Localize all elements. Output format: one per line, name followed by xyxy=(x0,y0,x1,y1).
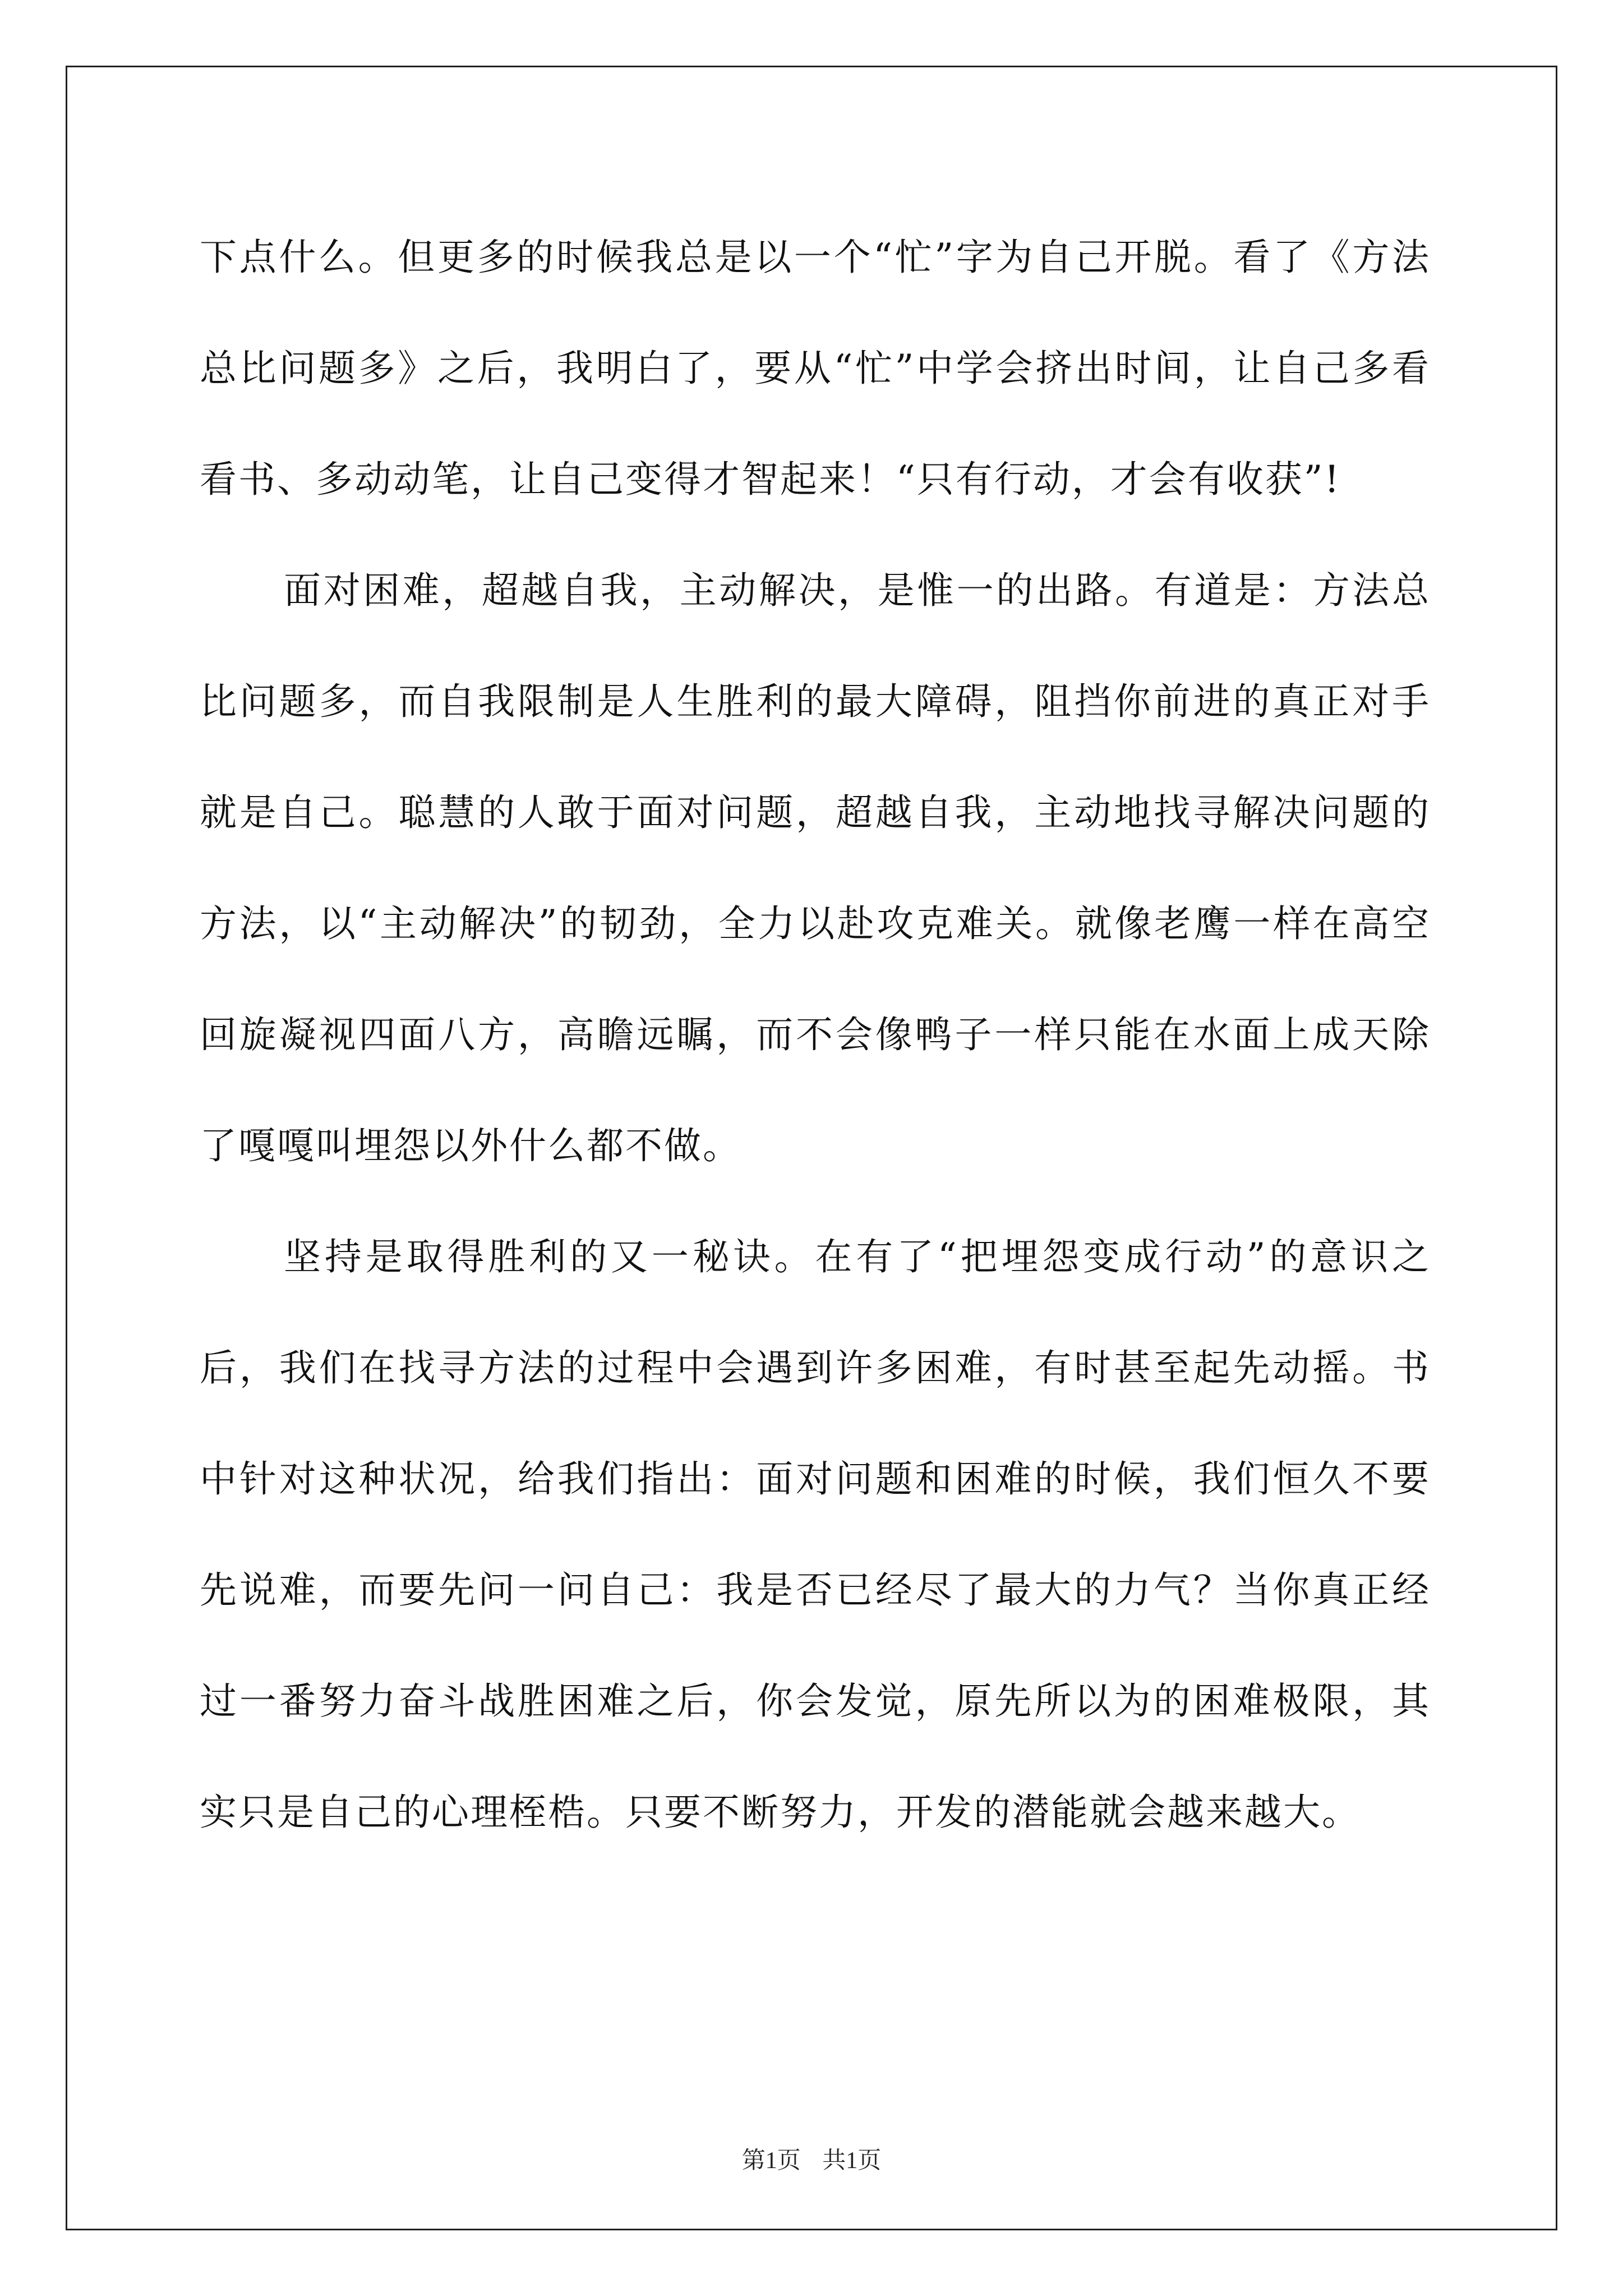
page-footer xyxy=(0,2142,1623,2175)
page-number-total: 共1页 xyxy=(822,2148,882,2174)
document-body xyxy=(200,202,1431,1868)
paragraph-3: 坚持是取得胜利的又一秘诀。在有了“把埋怨变成行动”的意识之后，我们在找寻方法的过程中会遇到许多困难，有时甚至起先动摇。书中针对这种状况，给我们指出：面对问题和困难的时候，我们恒久不要先说难，而要先问一问自己：我是否已经尽了最大的力气？当你真正经过一番努力奋斗战胜困难之后，你会发觉，原先所以为的困难极限，其实只是自己的心理桎梏。只要不断努力，开发的潜能就会越来越大。 xyxy=(200,1235,1431,1834)
paragraph-2: 面对困难，超越自我，主动解决，是惟一的出路。有道是：方法总比问题多，而自我限制是人生胜利的最大障碍，阻挡你前进的真正对手就是自己。聪慧的人敢于面对问题，超越自我，主动地找寻解决问题的方法，以“主动解决”的韧劲，全力以赴攻克难关。就像老鹰一样在高空回旋凝视四面八方，高瞻远瞩，而不会像鸭子一样只能在水面上成天除了嘎嘎叫埋怨以外什么都不做。 xyxy=(200,569,1431,1167)
page-number-current: 第1页 xyxy=(741,2148,801,2174)
paragraph-1: 下点什么。但更多的时候我总是以一个“忙”字为自己开脱。看了《方法总比问题多》之后，我明白了，要从“忙”中学会挤出时间，让自己多看看书、多动动笔，让自己变得才智起来！“只有行动，才会有收获”! xyxy=(200,236,1431,501)
